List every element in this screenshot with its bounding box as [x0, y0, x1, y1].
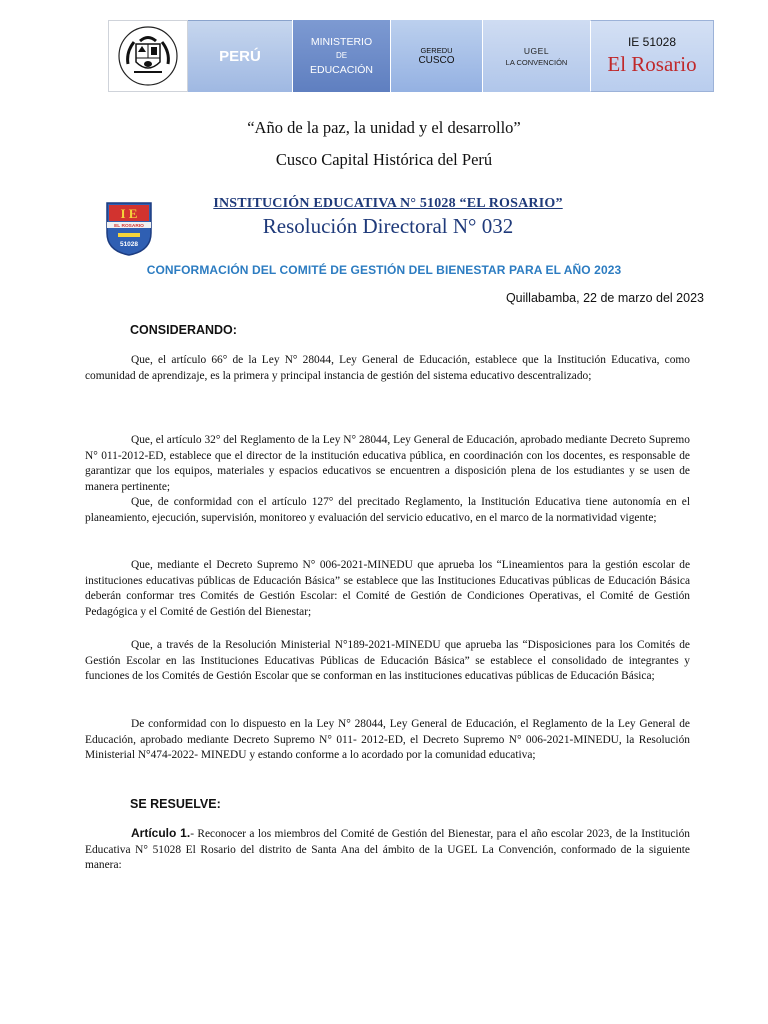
geredu-line-2: CUSCO — [418, 55, 455, 66]
ie-name: El Rosario — [607, 52, 697, 76]
peru-block — [188, 20, 292, 92]
ugel-line-1: UGEL — [523, 45, 550, 56]
paragraph-4: Que, mediante el Decreto Supremo N° 006-2021-MINEDU que aprueba los “Lineamientos para la gestión escolar de instituciones educativas públicas de Educación Básica” se establece que las Instituciones Educativas públicas de Educación Básica deberán conformar tres Comités de Gestión Escolar: el Comité de Gestión de Condiciones Operativas, el Comité de Gestión Pedagógica y el Comité de Gestión del Bienestar; — [85, 559, 690, 618]
ugel-block — [482, 20, 590, 92]
ministerio-block — [292, 20, 390, 92]
resolution-title: Resolución Directoral N° 032 — [262, 214, 514, 238]
paragraph-3: Que, de conformidad con el artículo 127° del precitado Reglamento, la Institución Educativa tiene autonomía en el planeamiento, ejecución, supervisión, monitoreo y evaluación del servicio educativo, en el marco de la normatividad vigente; — [85, 496, 690, 524]
logo-top-text: I E — [120, 206, 138, 221]
article-1-title: Artículo 1. — [131, 826, 191, 840]
coat-of-arms-box — [108, 20, 188, 92]
resolution-subject: CONFORMACIÓN DEL COMITÉ DE GESTIÓN DEL BIENESTAR PARA EL AÑO 2023 — [146, 263, 622, 277]
resolution-date: Quillabamba, 22 de marzo del 2023 — [505, 291, 704, 305]
paragraph-5: Que, a través de la Resolución Ministerial N°189-2021-MINEDU que aprueba las “Disposiciones para los Comités de Gestión Escolar en las Instituciones Educativas Públicas de Educación Básica” se establece el consolidado de integrantes y funciones de los Comités de Gestión Escolar que se conforman en las instituciones educativas públicas de Educación Básica; — [85, 639, 690, 682]
paragraph-6: De conformidad con lo dispuesto en la Ley N° 28044, Ley General de Educación, el Reglamento de la Ley General de Educación, aprobado mediante Decreto Supremo N° 011- 2012-ED, el Decreto Supremo N° 006-2021-MINEDU, la Resolución Ministerial N°474-2022- MINEDU y estando conforme a lo acordado por la comunidad educativa; — [85, 718, 690, 761]
peru-label: PERÚ — [219, 48, 261, 65]
article-1-text: - Reconocer a los miembros del Comité de Gestión del Bienestar, para el año escolar 2023, de la Institución Educativa N° 51028 El Rosario del distrito de Santa Ana del ámbito de la UGEL La Convención, conformado de la siguiente manera: — [85, 828, 690, 871]
paragraph-1: Que, el artículo 66° de la Ley N° 28044, Ley General de Educación, establece que la Institución Educativa, como comunidad de aprendizaje, es la primera y principal instancia de gestión del sistema educativo descentralizado; — [85, 354, 690, 382]
geredu-line-1: GEREDU — [420, 46, 453, 55]
ugel-line-2: LA CONVENCIÓN — [505, 57, 568, 67]
logo-band-text: EL ROSARIO — [114, 224, 144, 229]
logo-number-text: 51028 — [119, 241, 139, 248]
ministerio-line-3: EDUCACIÓN — [309, 64, 373, 76]
geredu-block — [390, 20, 482, 92]
peru-coat-of-arms-icon — [116, 24, 180, 88]
ie-block — [590, 20, 714, 92]
header-banner — [108, 20, 714, 92]
school-shield-logo-icon — [104, 199, 154, 257]
ministerio-line-2: DE — [335, 51, 348, 60]
paragraph-2: Que, el artículo 32° del Reglamento de la Ley N° 28044, Ley General de Educación, aprobado mediante Decreto Supremo N° 011-2012-ED, establece que el director de la institución educativa pública, en coordinación con los docentes, es responsable de garantizar que los equipos, materiales y espacios educativos se encuentren a disposición plena de los estudiantes y se usen de manera pertinente; — [85, 434, 690, 493]
article-1 — [85, 826, 690, 874]
ministerio-line-1: MINISTERIO — [310, 36, 373, 48]
considerando-heading: CONSIDERANDO: — [130, 323, 237, 337]
year-motto: “Año de la paz, la unidad y el desarrollo” — [247, 118, 521, 137]
institution-name: INSTITUCIÓN EDUCATIVA N° 51028 “EL ROSARIO” — [213, 196, 563, 211]
ie-number: IE 51028 — [627, 35, 677, 49]
city-motto: Cusco Capital Histórica del Perú — [275, 150, 493, 169]
se-resuelve-heading: SE RESUELVE: — [130, 797, 221, 811]
